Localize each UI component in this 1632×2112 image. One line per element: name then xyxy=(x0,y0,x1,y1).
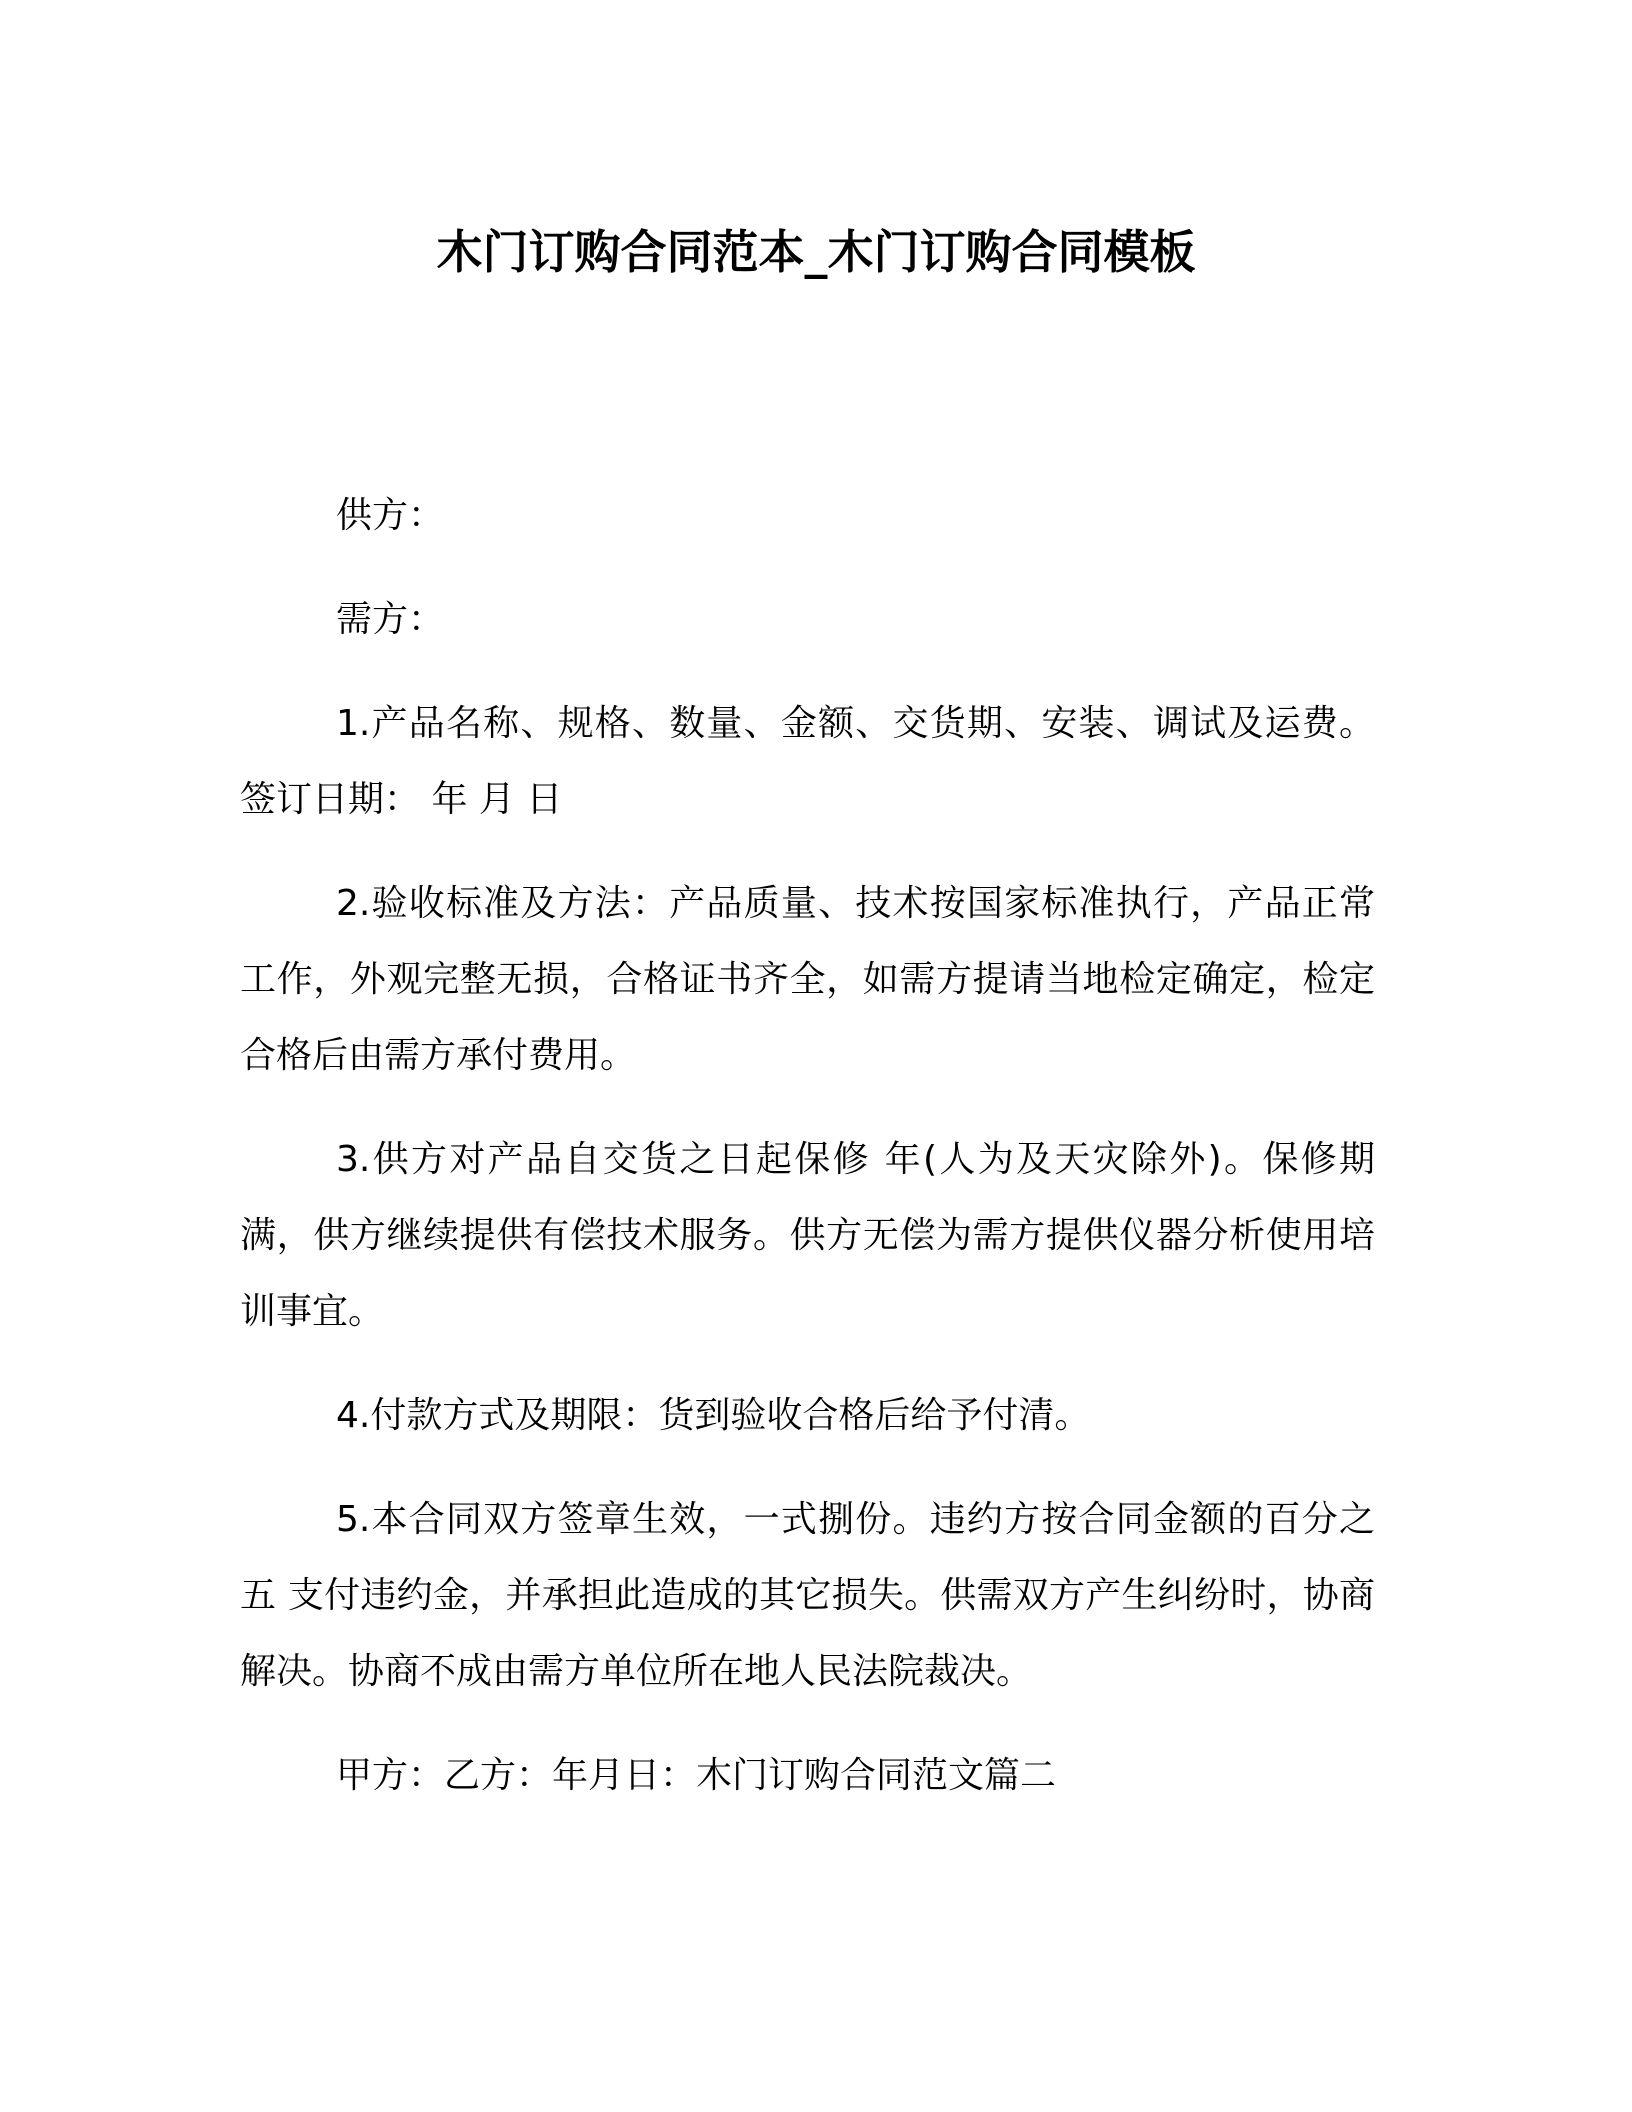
clause-5: 5.本合同双方签章生效，一式捌份。违约方按合同金额的百分之五 支付违约金，并承担此造成的其它损失。供需双方产生纠纷时，协商解决。协商不成由需方单位所在地人民法院裁决。 xyxy=(240,1499,1375,1692)
buyer-line: 需方： xyxy=(336,599,445,640)
signing-date-line: 签订日期： 年 月 日 xyxy=(240,779,563,820)
document-title: 木门订购合同范本_木门订购合同模板 xyxy=(436,225,1196,279)
supplier-line: 供方： xyxy=(336,495,445,536)
clause-4: 4.付款方式及期限：货到验收合格后给予付清。 xyxy=(336,1395,1091,1436)
clause-3: 3.供方对产品自交货之日起保修 年(人为及天灾除外)。保修期满，供方继续提供有偿技术服务。供方无偿为需方提供仪器分析使用培训事宜。 xyxy=(240,1139,1375,1332)
signature-line: 甲方：乙方：年月日：木门订购合同范文篇二 xyxy=(336,1755,1057,1796)
document-body xyxy=(240,478,1375,1842)
clause-1 xyxy=(240,686,1375,838)
clause-2: 2.验收标准及方法：产品质量、技术按国家标准执行，产品正常工作，外观完整无损，合格证书齐全，如需方提请当地检定确定，检定合格后由需方承付费用。 xyxy=(240,883,1375,1076)
clause-1-text: 1.产品名称、规格、数量、金额、交货期、安装、调试及运费。 xyxy=(336,703,1375,744)
